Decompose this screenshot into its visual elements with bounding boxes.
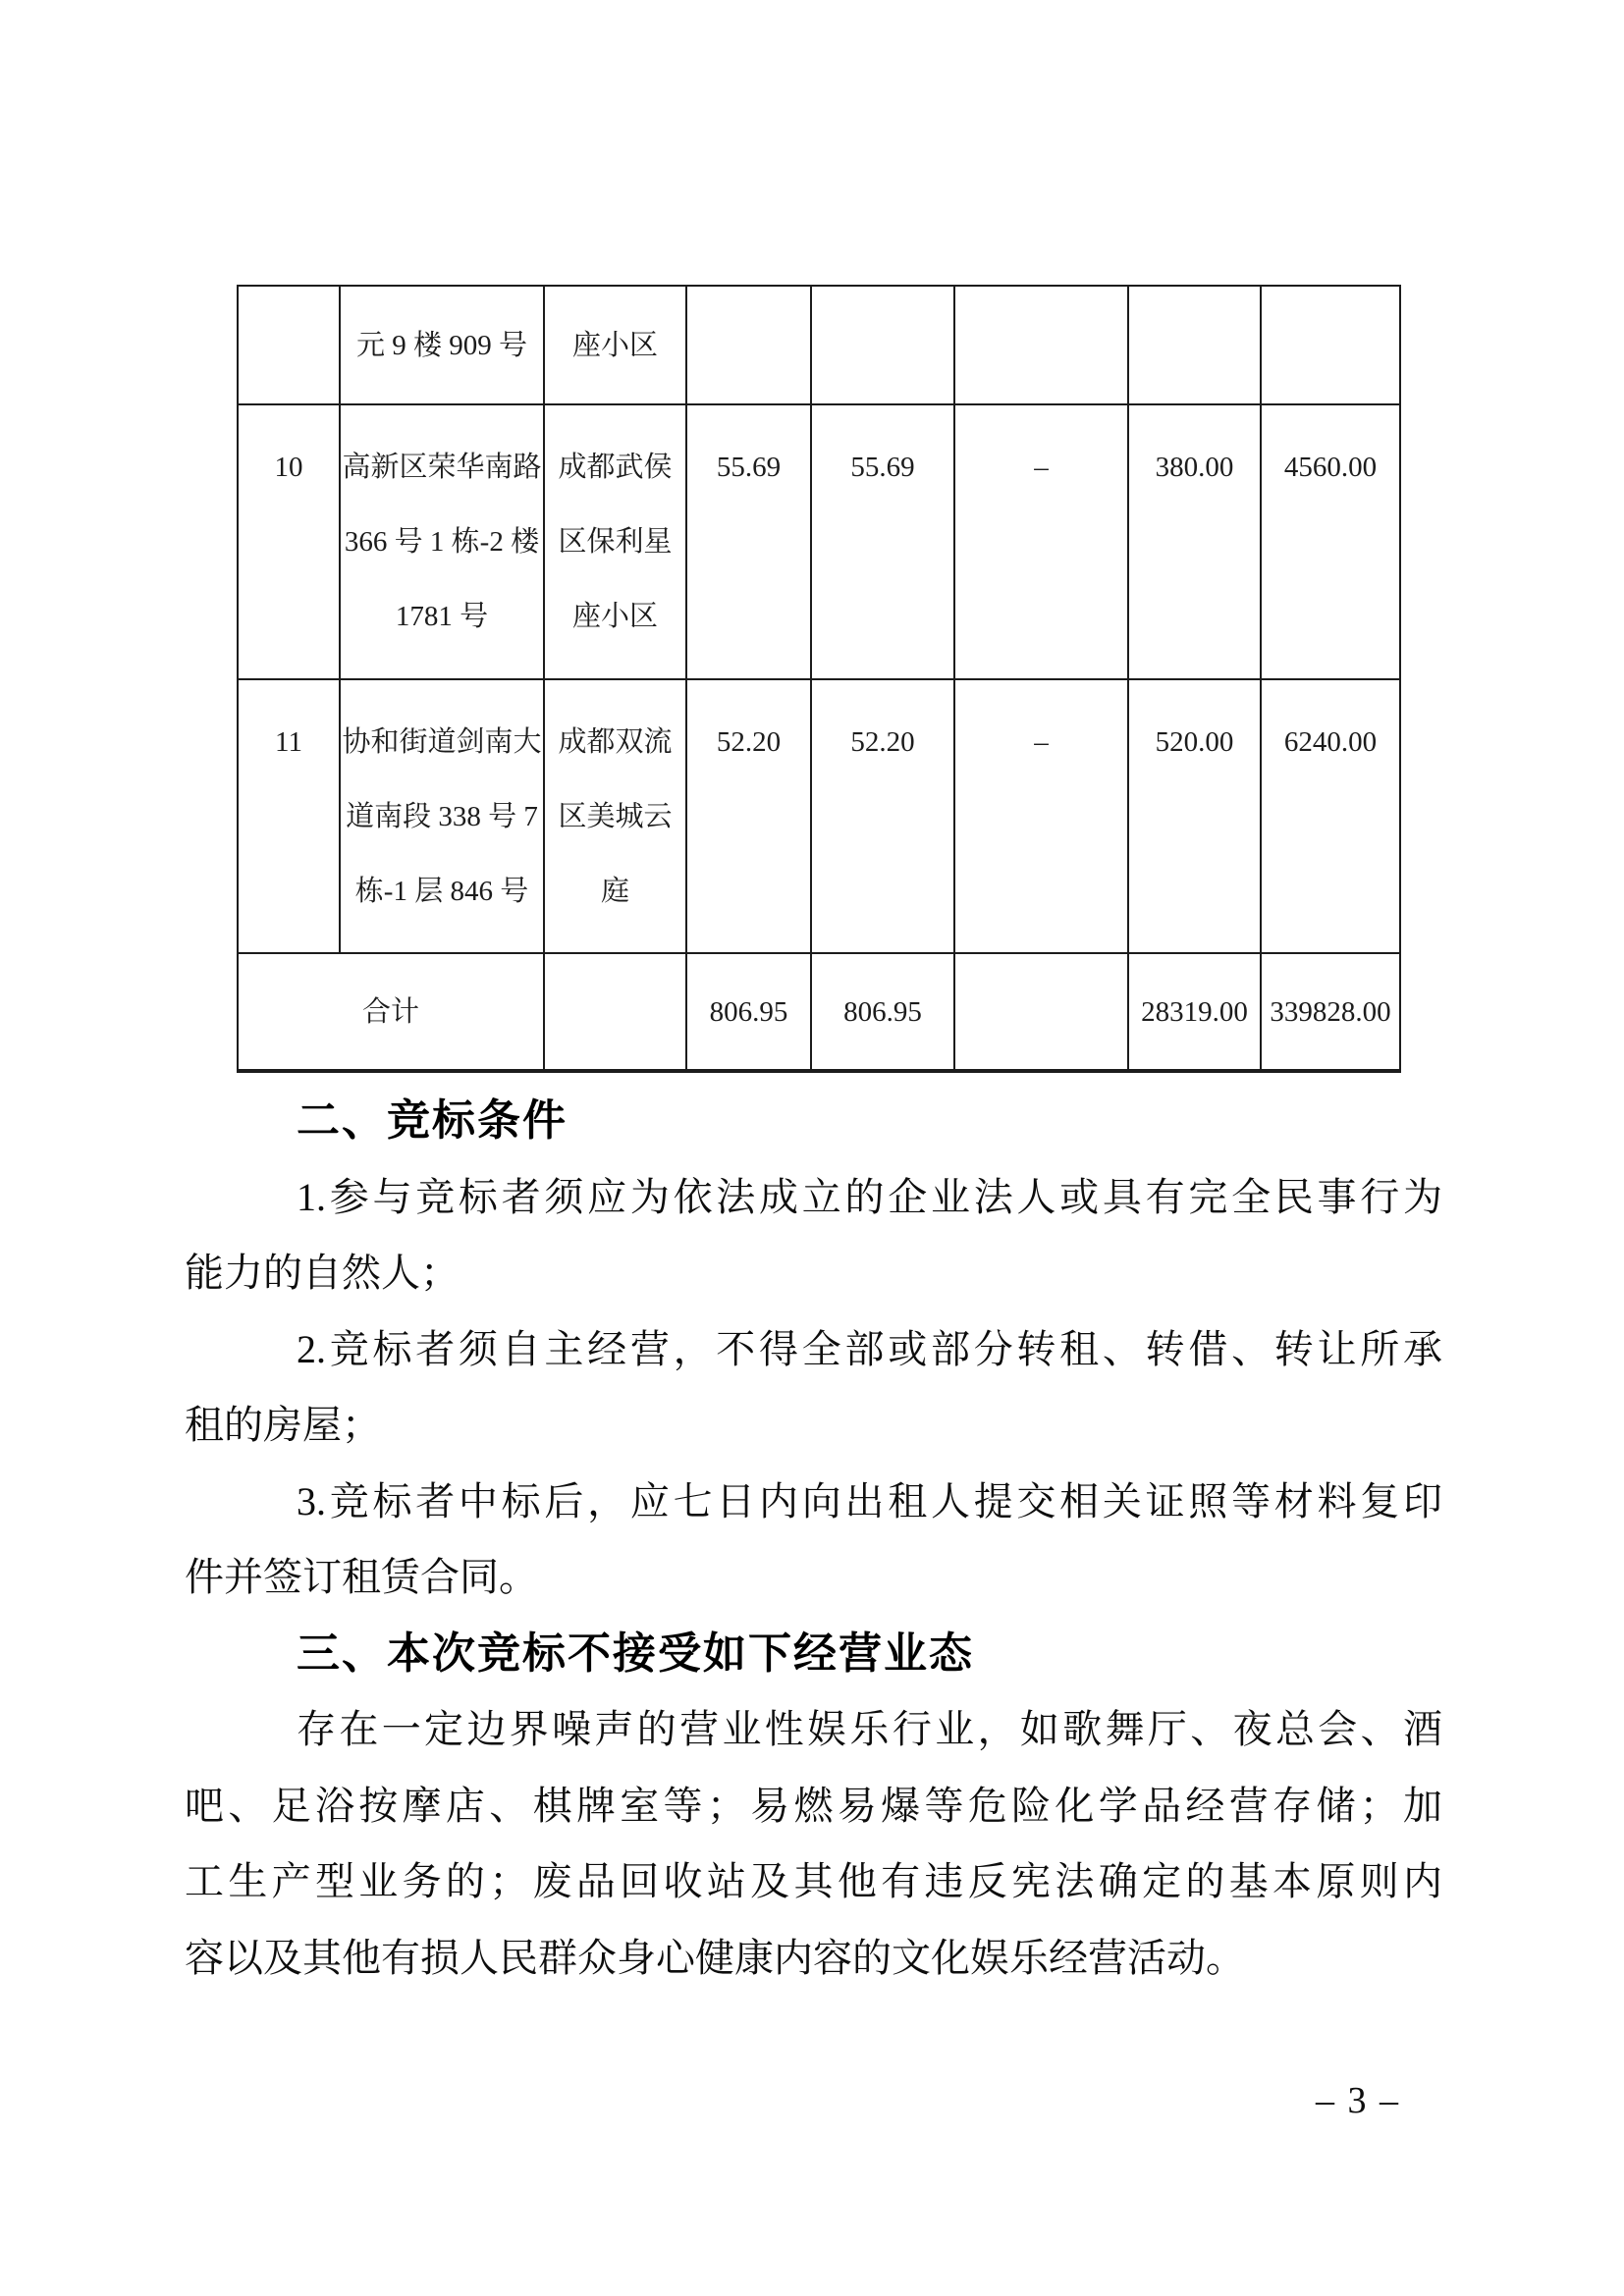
cell-area-building <box>686 953 811 1071</box>
cell-text: 366 号 1 栋-2 楼 <box>344 526 540 558</box>
cell-text: 339828.00 <box>1270 995 1391 1028</box>
cell-note <box>954 953 1128 1071</box>
cell-text: 1781 号 <box>395 601 489 632</box>
cell-community <box>544 404 686 679</box>
table-row-10 <box>238 404 1400 679</box>
cell-community <box>544 286 686 404</box>
cell-unit-price <box>1128 286 1261 404</box>
section-heading-3: 三、本次竞标不接受如下经营业态 <box>297 1629 974 1678</box>
cell-text: 合计 <box>361 995 419 1028</box>
cell-text: 10 <box>274 452 303 483</box>
cell-unit-price <box>1128 404 1261 679</box>
table-row-total <box>238 953 1400 1071</box>
cell-area-building <box>686 404 811 679</box>
cell-text: 高新区荣华南路 <box>342 452 542 483</box>
cell-text: 4560.00 <box>1283 452 1378 483</box>
cell-text: 道南段 338 号 7 <box>346 800 538 832</box>
cell-note <box>954 286 1128 404</box>
cell-text <box>955 975 1127 1049</box>
cell-text: 成都双流 <box>558 725 673 758</box>
paragraph-4-line-1: 存在一定边界噪声的营业性娱乐行业，如歌舞厅、夜总会、酒 <box>297 1707 1442 1751</box>
cell-text: 520.00 <box>1155 725 1234 758</box>
cell-text: 6240.00 <box>1283 725 1378 758</box>
cell-note <box>954 679 1128 953</box>
cell-no <box>238 404 340 679</box>
cell-text: 55.69 <box>850 452 915 483</box>
cell-text <box>687 308 810 383</box>
cell-address <box>340 679 544 953</box>
cell-text: 52.20 <box>850 725 915 758</box>
cell-annual-rent <box>1261 679 1400 953</box>
cell-area-rent <box>811 286 954 404</box>
paragraph-3-line-1: 3.竞标者中标后，应七日内向出租人提交相关证照等材料复印 <box>297 1478 1442 1523</box>
cell-unit-price <box>1128 953 1261 1071</box>
page-number: – 3 – <box>1316 2080 1400 2121</box>
cell-community <box>544 679 686 953</box>
cell-text <box>239 308 339 383</box>
cell-text: 协和街道剑南大 <box>342 725 542 758</box>
paragraph-4-line-3: 工生产型业务的；废品回收站及其他有违反宪法确定的基本原则内 <box>185 1859 1442 1903</box>
paragraph-1-line-2: 能力的自然人； <box>185 1251 460 1295</box>
cell-text <box>1262 308 1399 383</box>
paragraph-1-line-1: 1.参与竞标者须应为依法成立的企业法人或具有完全民事行为 <box>297 1174 1442 1219</box>
cell-text: 11 <box>275 725 302 758</box>
cell-text: 座小区 <box>571 329 658 361</box>
cell-no <box>238 286 340 404</box>
cell-text: – <box>1034 452 1049 483</box>
paragraph-4-line-2: 吧、足浴按摩店、棋牌室等；易燃易爆等危险化学品经营存储；加 <box>185 1783 1442 1828</box>
paragraph-4-line-4: 容以及其他有损人民群众身心健康内容的文化娱乐经营活动。 <box>185 1935 1245 1980</box>
cell-text: – <box>1034 725 1049 758</box>
cell-text: 52.20 <box>716 725 782 758</box>
cell-total-label <box>238 953 544 1071</box>
rental-property-table <box>237 285 1401 1073</box>
cell-area-rent <box>811 404 954 679</box>
cell-address <box>340 404 544 679</box>
cell-text <box>955 308 1127 383</box>
cell-text <box>545 975 685 1049</box>
table-row-11 <box>238 679 1400 953</box>
paragraph-2-line-2: 租的房屋； <box>185 1403 381 1447</box>
cell-text: 成都武侯 <box>558 452 673 483</box>
cell-text: 806.95 <box>843 995 922 1028</box>
cell-text: 55.69 <box>716 452 782 483</box>
cell-text: 座小区 <box>571 601 658 632</box>
cell-text <box>1129 308 1260 383</box>
cell-text: 806.95 <box>709 995 788 1028</box>
cell-text: 栋-1 层 846 号 <box>354 875 529 907</box>
cell-area-building <box>686 679 811 953</box>
cell-unit-price <box>1128 679 1261 953</box>
body-text <box>185 1083 1442 1996</box>
cell-annual-rent <box>1261 953 1400 1071</box>
cell-text: 元 9 楼 909 号 <box>355 329 527 361</box>
cell-annual-rent <box>1261 286 1400 404</box>
cell-area-rent <box>811 953 954 1071</box>
table-row-continuation <box>238 286 1400 404</box>
cell-area-rent <box>811 679 954 953</box>
paragraph-2-line-1: 2.竞标者须自主经营，不得全部或部分转租、转借、转让所承 <box>297 1326 1442 1371</box>
cell-no <box>238 679 340 953</box>
cell-text: 区保利星 <box>558 526 673 558</box>
cell-text: 庭 <box>600 875 629 907</box>
cell-text <box>812 308 953 383</box>
cell-address <box>340 286 544 404</box>
cell-note <box>954 404 1128 679</box>
paragraph-3-line-2: 件并签订租赁合同。 <box>185 1555 538 1599</box>
cell-text: 区美城云 <box>558 800 673 832</box>
cell-area-building <box>686 286 811 404</box>
cell-text: 380.00 <box>1155 452 1234 483</box>
cell-community <box>544 953 686 1071</box>
cell-text: 28319.00 <box>1141 995 1248 1028</box>
section-heading-2: 二、竞标条件 <box>297 1096 568 1145</box>
cell-annual-rent <box>1261 404 1400 679</box>
